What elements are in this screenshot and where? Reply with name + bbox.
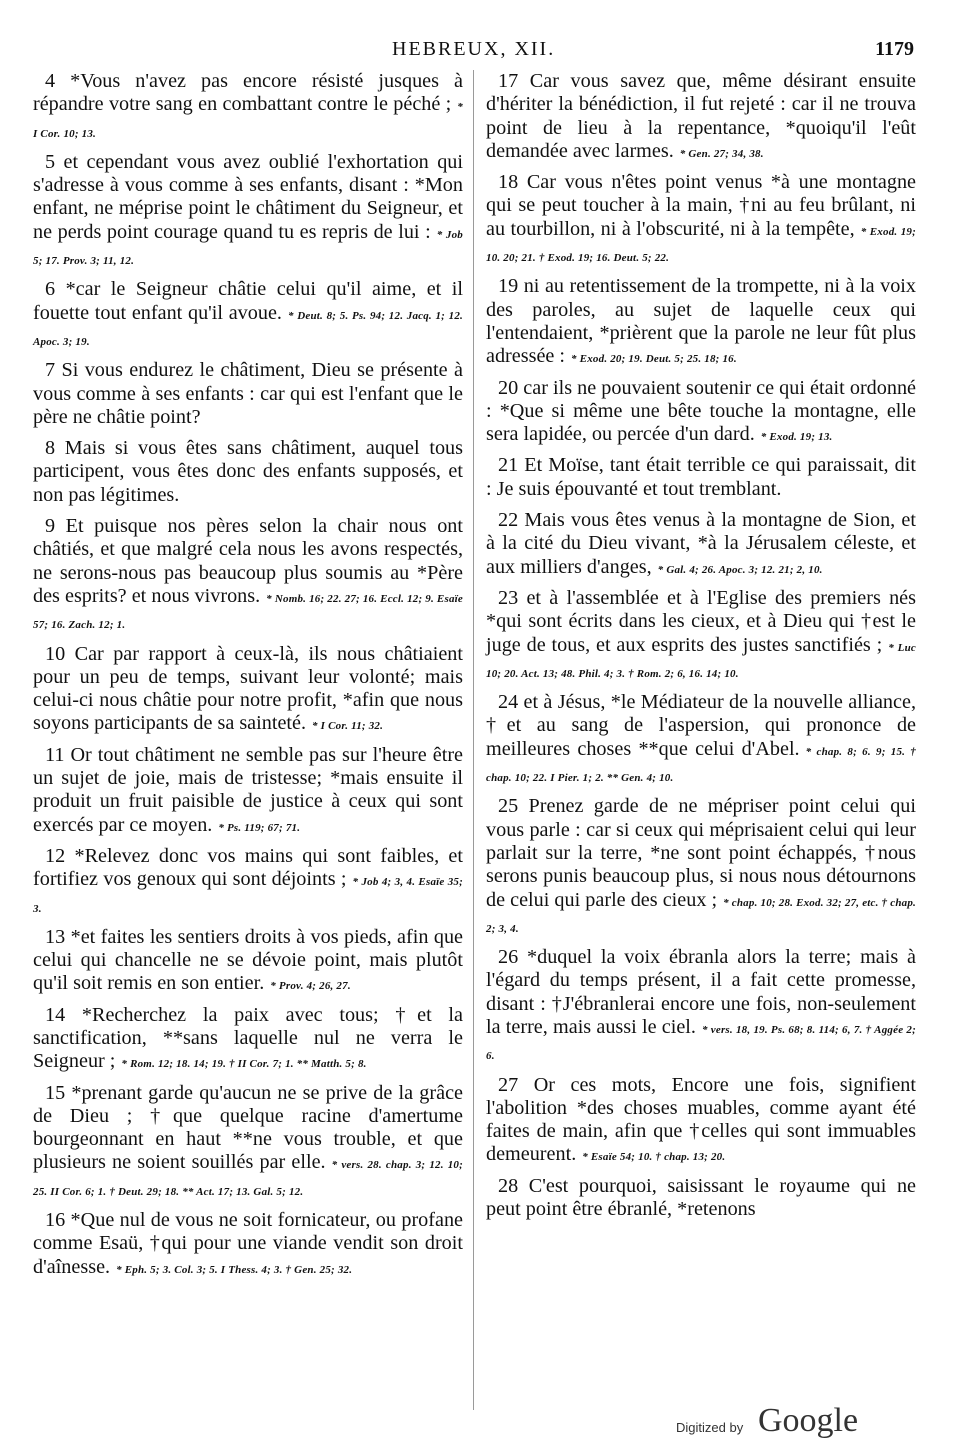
- cross-reference: * chap. 10; 28. Exod. 32; 27, etc. † chap. 2; 3, 4.: [486, 896, 916, 935]
- right-column: [486, 70, 916, 1229]
- verse: 8 Mais si vous êtes sans châtiment, auquel tous participent, vous êtes donc des enfants supposés, et non pas légitimes.: [33, 437, 463, 506]
- verse: 17 Car vous savez que, même désirant ensuite d'hériter la bénédiction, il fut rejeté : car il ne trouva point de lieu à la repentance, *quoiqu'il l'eût demandée avec larmes. * Gen. 27; 34, 38.: [486, 70, 916, 162]
- digitized-by-label: Digitized by: [676, 1420, 744, 1435]
- verse: 15 *prenant garde qu'aucun ne se prive de la grâce de Dieu ; †que quelque racine d'amertume bourgeonnant en haut **ne vous trouble, et que plusieurs ne soient souillés par elle. * vers. 28. chap. 3; 12. 10; 25. II Cor. 6; 1. † Deut. 29; 18. ** Act. 17; 13. Gal. 5; 12.: [33, 1081, 463, 1198]
- cross-reference: * Luc 10; 20. Act. 13; 48. Phil. 4; 3. † Rom. 2; 6, 16. 14; 10.: [486, 641, 916, 680]
- cross-reference: * Rom. 12; 18. 14; 19. † II Cor. 7; 1. ** Matth. 5; 8.: [121, 1058, 367, 1071]
- cross-reference: * I Cor. 11; 32.: [312, 720, 384, 733]
- verse: 7 Si vous endurez le châtiment, Dieu se présente à vous comme à ses enfants : car qui est l'enfant que le père ne châtie point?: [33, 359, 463, 428]
- verse: 5 et cependant vous avez oublié l'exhortation qui s'adresse à vous comme à ses enfants, disant : *Mon enfant, ne méprise point le châtiment du Seigneur, et ne perds point courage quand tu es repris de lui : * Job 5; 17. Prov. 3; 11, 12.: [33, 150, 463, 268]
- left-column: [33, 70, 463, 1287]
- verse: 25 Prenez garde de ne mépriser point celui qui vous parle : car si ceux qui méprisaient celui qui leur parlait sur la terre, *ne sont point échappés, †nous serons punis beaucoup plus, si nous nous détournons de celui qui parle des cieux ; * chap. 10; 28. Exod. 32; 27, etc. † chap. 2; 3, 4.: [486, 795, 916, 935]
- cross-reference: * Job 5; 17. Prov. 3; 11, 12.: [33, 228, 463, 268]
- cross-reference: * Exod. 20; 19. Deut. 5; 25. 18; 16.: [571, 353, 737, 366]
- verse: 6 *car le Seigneur châtie celui qu'il aime, et il fouette tout enfant qu'il avoue. * Deut. 8; 5. Ps. 94; 12. Jacq. 1; 12. Apoc. 3; 19.: [33, 278, 463, 348]
- verse: 23 et à l'assemblée et à l'Eglise des premiers nés *qui sont écrits dans les cieux, et à Dieu qui †est le juge de tous, et aux esprits des justes sanctifiés ; * Luc 10; 20. Act. 13; 48. Phil. 4; 3. † Rom. 2; 6, 16. 14; 10.: [486, 586, 916, 680]
- verse: 10 Car par rapport à ceux-là, ils nous châtiaient pour un peu de temps, suivant leur volonté; mais celui-ci nous châtie pour notre profit, *afin que nous soyons participants de sa sainteté. * I Cor. 11; 32.: [33, 642, 463, 735]
- verse: 14 *Recherchez la paix avec tous; †et la sanctification, **sans laquelle nul ne verra le Seigneur ; * Rom. 12; 18. 14; 19. † II Cor. 7; 1. ** Matth. 5; 8.: [33, 1003, 463, 1073]
- verse: 20 car ils ne pouvaient soutenir ce qui était ordonné : *Que si même une bête touche la montagne, elle sera lapidée, ou percée d'un dard. * Exod. 19; 13.: [486, 376, 916, 446]
- page-number: 1179: [875, 38, 914, 60]
- cross-reference: * Job 4; 3, 4. Esaïe 35; 3.: [33, 876, 463, 915]
- cross-reference: * Prov. 4; 26, 27.: [270, 980, 351, 993]
- cross-reference: * chap. 8; 6. 9; 15. † chap. 10; 22. I Pier. 1; 2. ** Gen. 4; 10.: [486, 745, 916, 785]
- cross-reference: * vers. 28. chap. 3; 12. 10; 25. II Cor. 6; 1. † Deut. 29; 18. ** Act. 17; 13. Gal. 5; 12.: [33, 1159, 463, 1198]
- cross-reference: * Nomb. 16; 22. 27; 16. Eccl. 12; 9. Esaïe 57; 16. Zach. 12; 1.: [33, 592, 463, 632]
- verse: 4 *Vous n'avez pas encore résisté jusques à répandre votre sang en combattant contre le péché ; * I Cor. 10; 13.: [33, 70, 463, 140]
- verse: 13 *et faites les sentiers droits à vos pieds, afin que celui qui chancelle ne se dévoie point, mais plutôt qu'il soit remis en son entier. * Prov. 4; 26, 27.: [33, 925, 463, 995]
- verse: 9 Et puisque nos pères selon la chair nous ont châtiés, et que malgré cela nous les avons respectés, ne serons-nous pas beaucoup plus soumis au *Père des esprits? et nous vivrons. * Nomb. 16; 22. 27; 16. Eccl. 12; 9. Esaïe 57; 16. Zach. 12; 1.: [33, 515, 463, 632]
- verse: 26 *duquel la voix ébranla alors la terre; mais à l'égard du temps présent, il a fait cette promesse, disant : †J'ébranlerai encore une fois, non-seulement la terre, mais aussi le ciel. * vers. 18, 19. Ps. 68; 8. 114; 6, 7. † Aggée 2; 6.: [486, 946, 916, 1063]
- verse: 22 Mais vous êtes venus à la montagne de Sion, et à la cité du Dieu vivant, *à la Jérusalem céleste, et aux milliers d'anges, * Gal. 4; 26. Apoc. 3; 12. 21; 2, 10.: [486, 509, 916, 578]
- cross-reference: * Ps. 119; 67; 71.: [218, 821, 301, 834]
- running-title: HEBREUX, XII.: [392, 38, 556, 60]
- cross-reference: * Gal. 4; 26. Apoc. 3; 12. 21; 2, 10.: [657, 563, 823, 576]
- verse: 28 C'est pourquoi, saisissant le royaume qui ne peut point être ébranlé, *retenons: [486, 1174, 916, 1221]
- page-header: [0, 38, 972, 64]
- cross-reference: * Esaïe 54; 10. † chap. 13; 20.: [582, 1151, 726, 1164]
- google-logo: Google: [758, 1402, 859, 1439]
- verse: 19 ni au retentissement de la trompette, ni à la voix des paroles, au sujet de laquelle ceux qui l'entendaient, *prièrent que la parole ne leur fût plus adressée : * Exod. 20; 19. Deut. 5; 25. 18; 16.: [486, 275, 916, 368]
- verse: 27 Or ces mots, Encore une fois, signifient l'abolition *des choses muables, comme ayant été faites de main, afin que †celles qui sont immuables demeurent. * Esaïe 54; 10. † chap. 13; 20.: [486, 1073, 916, 1166]
- cross-reference: * Exod. 19; 13.: [760, 431, 833, 444]
- cross-reference: * I Cor. 10; 13.: [33, 101, 463, 140]
- cross-reference: * Eph. 5; 3. Col. 3; 5. I Thess. 4; 3. † Gen. 25; 32.: [116, 1263, 353, 1276]
- verse: 18 Car vous n'êtes point venus *à une montagne qui se peut toucher à la main, †ni au feu brûlant, ni au tourbillon, ni à l'obscurité, ni à la tempête, * Exod. 19; 10. 20; 21. † Exod. 19; 16. Deut. 5; 22.: [486, 171, 917, 265]
- cross-reference: * Gen. 27; 34, 38.: [679, 147, 764, 160]
- verse: 12 *Relevez donc vos mains qui sont faibles, et fortifiez vos genoux qui sont déjoints ; * Job 4; 3, 4. Esaïe 35; 3.: [33, 844, 463, 915]
- cross-reference: * Exod. 19; 10. 20; 21. † Exod. 19; 16. Deut. 5; 22.: [486, 225, 917, 265]
- verse: 16 *Que nul de vous ne soit fornicateur, ou profane comme Esaü, †qui pour une viande vendit son droit d'aînesse. * Eph. 5; 3. Col. 3; 5. I Thess. 4; 3. † Gen. 25; 32.: [33, 1209, 463, 1278]
- column-divider: [473, 70, 474, 1410]
- verse: 24 et à Jésus, *le Médiateur de la nouvelle alliance, †et au sang de l'aspersion, qui prononce de meilleures choses **que celui d'Abel. * chap. 8; 6. 9; 15. † chap. 10; 22. I Pier. 1; 2. ** Gen. 4; 10.: [486, 691, 916, 785]
- verse: 21 Et Moïse, tant était terrible ce qui paraissait, dit : Je suis épouvanté et tout tremblant.: [486, 454, 916, 500]
- cross-reference: * Deut. 8; 5. Ps. 94; 12. Jacq. 1; 12. Apoc. 3; 19.: [33, 309, 463, 348]
- verse: 11 Or tout châtiment ne semble pas sur l'heure être un sujet de joie, mais de tristesse; *mais ensuite il produit un fruit paisible de justice à ceux qui sont exercés par ce moyen. * Ps. 119; 67; 71.: [33, 743, 463, 836]
- cross-reference: * vers. 18, 19. Ps. 68; 8. 114; 6, 7. † Aggée 2; 6.: [486, 1023, 916, 1063]
